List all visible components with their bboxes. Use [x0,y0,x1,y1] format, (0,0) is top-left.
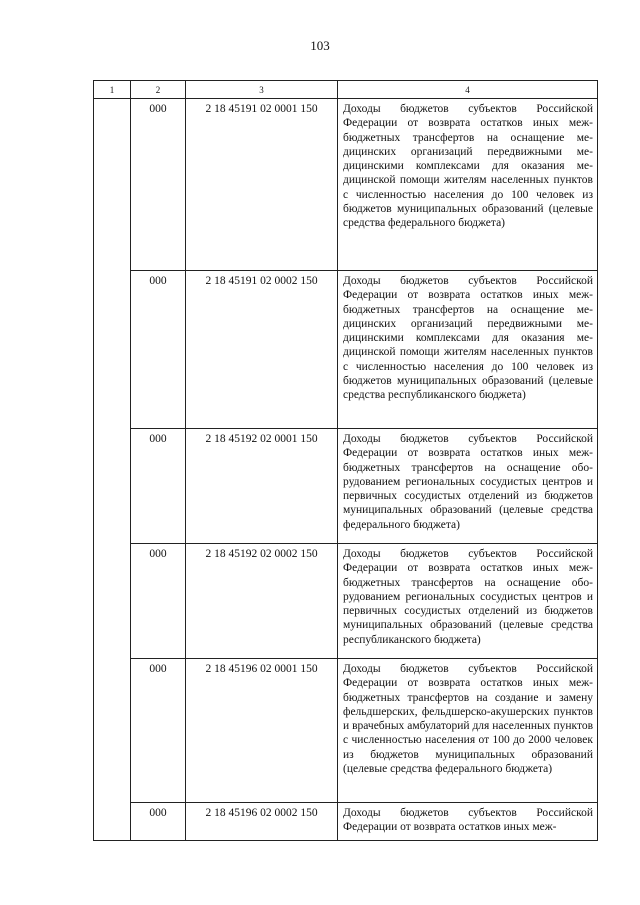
table-row [94,99,598,271]
header-col-2: 2 [131,81,186,99]
description-cell: Доходы бюджетов субъектов Российской Федерации от возврата остатков иных межбюджетных трансфертов на оснащение медицинских организаций передвижными медицинскими комплексами для оказания медицинской помощи жителям населенных пунктов с численностью населения до 100 человек из бюджетов муниципальных образований (целевые средства республиканского бюджета) [338,271,598,429]
description-cell: Доходы бюджетов субъектов Российской Федерации от возврата остатков иных межбюджетных трансфертов на создание и замену фельдшерских, фельдшерско-акушерских пунктов и врачебных амбулаторий для населенных пунктов с численностью населения от 100 до 2000 человек из бюджетов муниципальных образований (целевые средства федерального бюджета) [338,659,598,803]
kbk-code-cell: 2 18 45192 02 0002 150 [186,544,338,659]
description-cell: Доходы бюджетов субъектов Российской Федерации от возврата остатков иных межбюджетных трансфертов на оснащение оборудованием региональных сосудистых центров и первичных сосудистых отделений из бюджетов муниципальных образований (целевые средства республиканского бюджета) [338,544,598,659]
kbk-code-cell: 2 18 45192 02 0001 150 [186,429,338,544]
admin-code-cell: 000 [131,659,186,803]
table-row [94,659,598,803]
page-number: 103 [310,38,330,53]
admin-code-cell: 000 [131,544,186,659]
table-header-row [94,81,598,99]
table-row [94,429,598,544]
kbk-code-cell: 2 18 45196 02 0001 150 [186,659,338,803]
admin-code-cell: 000 [131,271,186,429]
admin-code-cell: 000 [131,803,186,841]
header-col-4: 4 [338,81,598,99]
header-col-3: 3 [186,81,338,99]
description-cell: Доходы бюджетов субъектов Российской Федерации от возврата остатков иных межбюджетных трансфертов на оснащение медицинских организаций передвижными медицинскими комплексами для оказания медицинской помощи жителям населенных пунктов с численностью населения до 100 человек из бюджетов муниципальных образований (целевые средства федерального бюджета) [338,99,598,271]
admin-code-cell: 000 [131,99,186,271]
kbk-code-cell: 2 18 45196 02 0002 150 [186,803,338,841]
description-cell: Доходы бюджетов субъектов Российской Федерации от возврата остатков иных меж- [338,803,598,841]
header-col-1: 1 [94,81,131,99]
description-cell: Доходы бюджетов субъектов Российской Федерации от возврата остатков иных межбюджетных трансфертов на оснащение оборудованием региональных сосудистых центров и первичных сосудистых отделений из бюджетов муниципальных образований (целевые средства федерального бюджета) [338,429,598,544]
group-column-cell [94,99,131,841]
table-row [94,544,598,659]
budget-classification-table [93,80,598,841]
kbk-code-cell: 2 18 45191 02 0001 150 [186,99,338,271]
kbk-code-cell: 2 18 45191 02 0002 150 [186,271,338,429]
table-row [94,803,598,841]
table-row [94,271,598,429]
admin-code-cell: 000 [131,429,186,544]
